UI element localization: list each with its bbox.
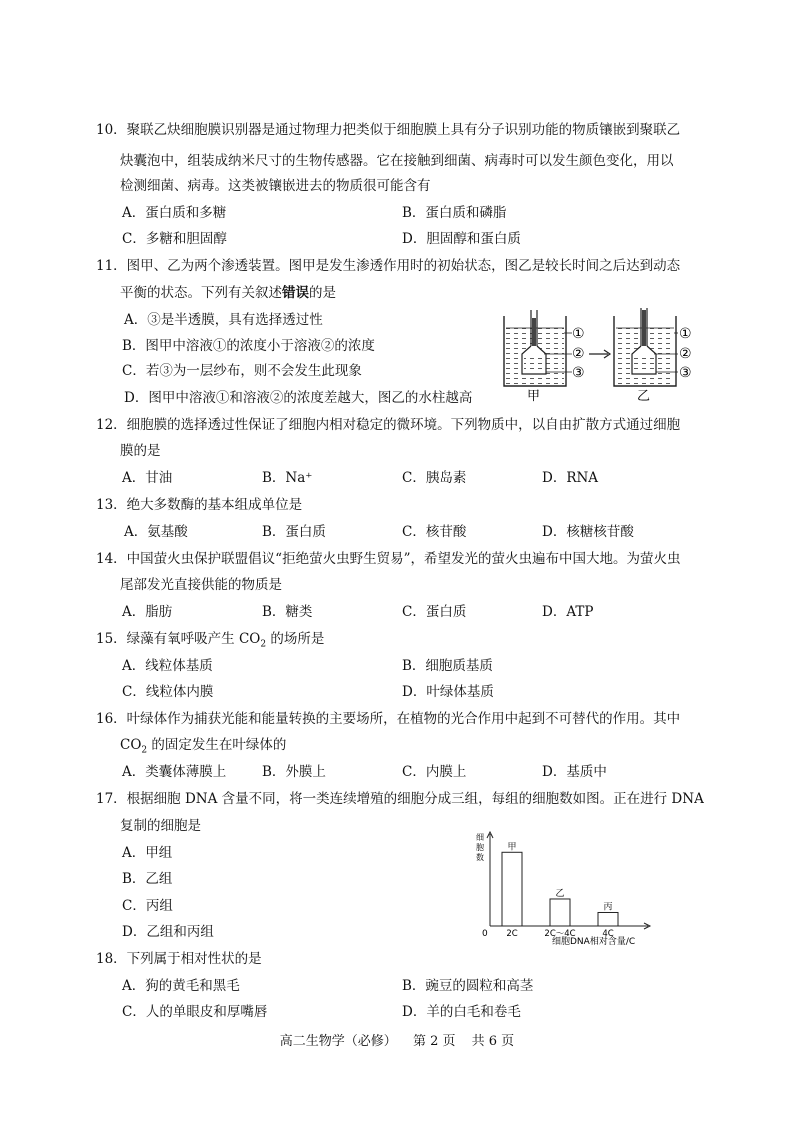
fig-label-jia: 甲	[527, 389, 541, 402]
q17-option-d[interactable]: D．乙组和丙组	[122, 924, 214, 940]
q16-line2: $CO_2$ 的固定发生在叶绿体的	[120, 737, 287, 756]
q12-option-a[interactable]: A．甘油	[122, 470, 173, 486]
page-footer	[0, 1030, 794, 1049]
fig-jia-mark1: ①	[572, 326, 585, 342]
q15-option-a[interactable]: A．线粒体基质	[122, 658, 213, 674]
osmosis-figure	[498, 306, 698, 402]
beaker-yi	[614, 308, 678, 386]
fig-jia-mark3: ③	[572, 365, 585, 381]
q14-line1: 14．中国萤火虫保护联盟倡议“拒绝萤火虫野生贸易”，希望发光的萤火虫遍布中国大地。为萤火虫	[96, 551, 681, 567]
q11-option-b[interactable]: B．图甲中溶液①的浓度小于溶液②的浓度	[122, 338, 375, 354]
chart-ylabel-char: 数	[476, 853, 484, 862]
q18-option-c[interactable]: C．人的单眼皮和厚嘴唇	[122, 1004, 268, 1020]
q10-option-d[interactable]: D．胆固醇和蛋白质	[402, 231, 521, 247]
q17-line2: 复制的细胞是	[120, 818, 201, 834]
dna-content-chart	[474, 826, 654, 948]
footer-subject: 高二生物学（必修）	[279, 1034, 397, 1049]
q14-option-b[interactable]: B．糖类	[262, 604, 313, 620]
fig-yi-mark1: ①	[679, 326, 692, 342]
q13-option-a[interactable]: A．氨基酸	[124, 524, 188, 540]
q12-line2: 膜的是	[120, 443, 161, 459]
footer-total-pages: 共 6 页	[471, 1034, 515, 1049]
chart-bar-label-1: 乙	[555, 888, 565, 899]
q10-option-b[interactable]: B．蛋白质和磷脂	[402, 205, 507, 221]
q11-line2: 平衡的状态。下列有关叙述错误的是	[120, 285, 336, 301]
arrow-icon	[589, 350, 610, 358]
q10-option-c[interactable]: C．多糖和胆固醇	[122, 231, 227, 247]
fig-yi-mark3: ③	[679, 365, 692, 381]
q14-option-c[interactable]: C．蛋白质	[402, 604, 467, 620]
q17-option-b[interactable]: B．乙组	[122, 871, 173, 887]
beaker-jia	[504, 310, 572, 386]
q16-option-c[interactable]: C．内膜上	[402, 764, 467, 780]
q10-line2: 炔囊泡中，组装成纳米尺寸的生物传感器。它在接触到细菌、病毒时可以发生颜色变化，用以	[120, 153, 674, 169]
q12-option-d[interactable]: D．RNA	[542, 470, 599, 486]
q16-line1: 16．叶绿体作为捕获光能和能量转换的主要场所，在植物的光合作用中起到不可替代的作用。其中	[96, 711, 681, 727]
q11-emphasis: 错误	[282, 285, 309, 301]
q16-option-d[interactable]: D．基质中	[542, 764, 607, 780]
q16-option-a[interactable]: A．类囊体薄膜上	[122, 764, 227, 780]
q18-option-d[interactable]: D．羊的白毛和卷毛	[402, 1004, 521, 1020]
q14-option-d[interactable]: D．ATP	[542, 604, 594, 620]
chart-x-tick-0: 2C	[506, 929, 518, 939]
q11-option-c[interactable]: C．若③为一层纱布，则不会发生此现象	[122, 363, 362, 379]
chart-x-tick-1: 2C～4C	[544, 929, 576, 939]
q15-option-b[interactable]: B．细胞质基质	[402, 658, 493, 674]
q10-line1: 10．聚联乙炔细胞膜识别器是通过物理力把类似于细胞膜上具有分子识别功能的物质镶嵌到聚联乙	[96, 122, 681, 138]
q12-option-c[interactable]: C．胰岛素	[402, 470, 467, 486]
q10-line3: 检测细菌、病毒。这类被镶嵌进去的物质很可能含有	[120, 178, 431, 194]
q13-option-c[interactable]: C．核苷酸	[402, 524, 467, 540]
q17-line1: 17．根据细胞 DNA 含量不同，将一类连续增殖的细胞分成三组，每组的细胞数如图。正在进行 DNA	[96, 791, 704, 807]
chart-x-tick-2: 4C	[602, 929, 614, 939]
q15-option-c[interactable]: C．线粒体内膜	[122, 684, 214, 700]
q17-option-c[interactable]: C．丙组	[122, 898, 173, 914]
fig-jia-mark2: ②	[572, 346, 585, 362]
chart-ylabel-char: 胞	[476, 843, 484, 852]
chart-bar-label-2: 丙	[603, 902, 613, 913]
q13-option-d[interactable]: D．核糖核苷酸	[542, 524, 634, 540]
chart-ylabel-char: 细	[476, 833, 484, 842]
q15-line1: 15．绿藻有氧呼吸产生 $CO_2$ 的场所是	[96, 631, 325, 650]
q13-line1: 13．绝大多数酶的基本组成单位是	[96, 497, 303, 513]
footer-page-number: 第 2 页	[412, 1034, 456, 1049]
q18-option-a[interactable]: A．狗的黄毛和黑毛	[122, 978, 240, 994]
q13-option-b[interactable]: B．蛋白质	[262, 524, 326, 540]
q18-option-b[interactable]: B．豌豆的圆粒和高茎	[402, 978, 534, 994]
q12-line1: 12．细胞膜的选择透过性保证了细胞内相对稳定的微环境。下列物质中，以自由扩散方式通过细胞	[96, 417, 681, 433]
q11-option-d[interactable]: D．图甲中溶液①和溶液②的浓度差越大，图乙的水柱越高	[124, 390, 473, 406]
q15-option-d[interactable]: D．叶绿体基质	[402, 684, 494, 700]
chart-origin-label: 0	[482, 929, 488, 939]
chart-ylabel	[476, 833, 484, 862]
q11-option-a[interactable]: A．③是半透膜，具有选择透过性	[124, 312, 323, 328]
chart-bars	[502, 841, 618, 939]
fig-label-yi: 乙	[637, 389, 651, 402]
fig-yi-mark2: ②	[679, 346, 692, 362]
q10-option-a[interactable]: A．蛋白质和多糖	[122, 205, 227, 221]
q18-line1: 18．下列属于相对性状的是	[96, 951, 262, 967]
q12-option-b[interactable]: B．Na⁺	[262, 470, 313, 486]
chart-bar-2	[598, 912, 618, 926]
chart-bar-1	[550, 899, 570, 926]
q17-option-a[interactable]: A．甲组	[122, 845, 173, 861]
chart-bar-label-0: 甲	[507, 842, 517, 853]
q14-line2: 尾部发光直接供能的物质是	[120, 577, 282, 593]
chart-bar-0	[502, 852, 522, 926]
q11-line1: 11．图甲、乙为两个渗透装置。图甲是发生渗透作用时的初始状态，图乙是较长时间之后达到动态	[96, 258, 681, 274]
q16-option-b[interactable]: B．外膜上	[262, 764, 326, 780]
chart-xlabel: 细胞DNA相对含量/C	[552, 937, 636, 947]
q14-option-a[interactable]: A．脂肪	[122, 604, 173, 620]
